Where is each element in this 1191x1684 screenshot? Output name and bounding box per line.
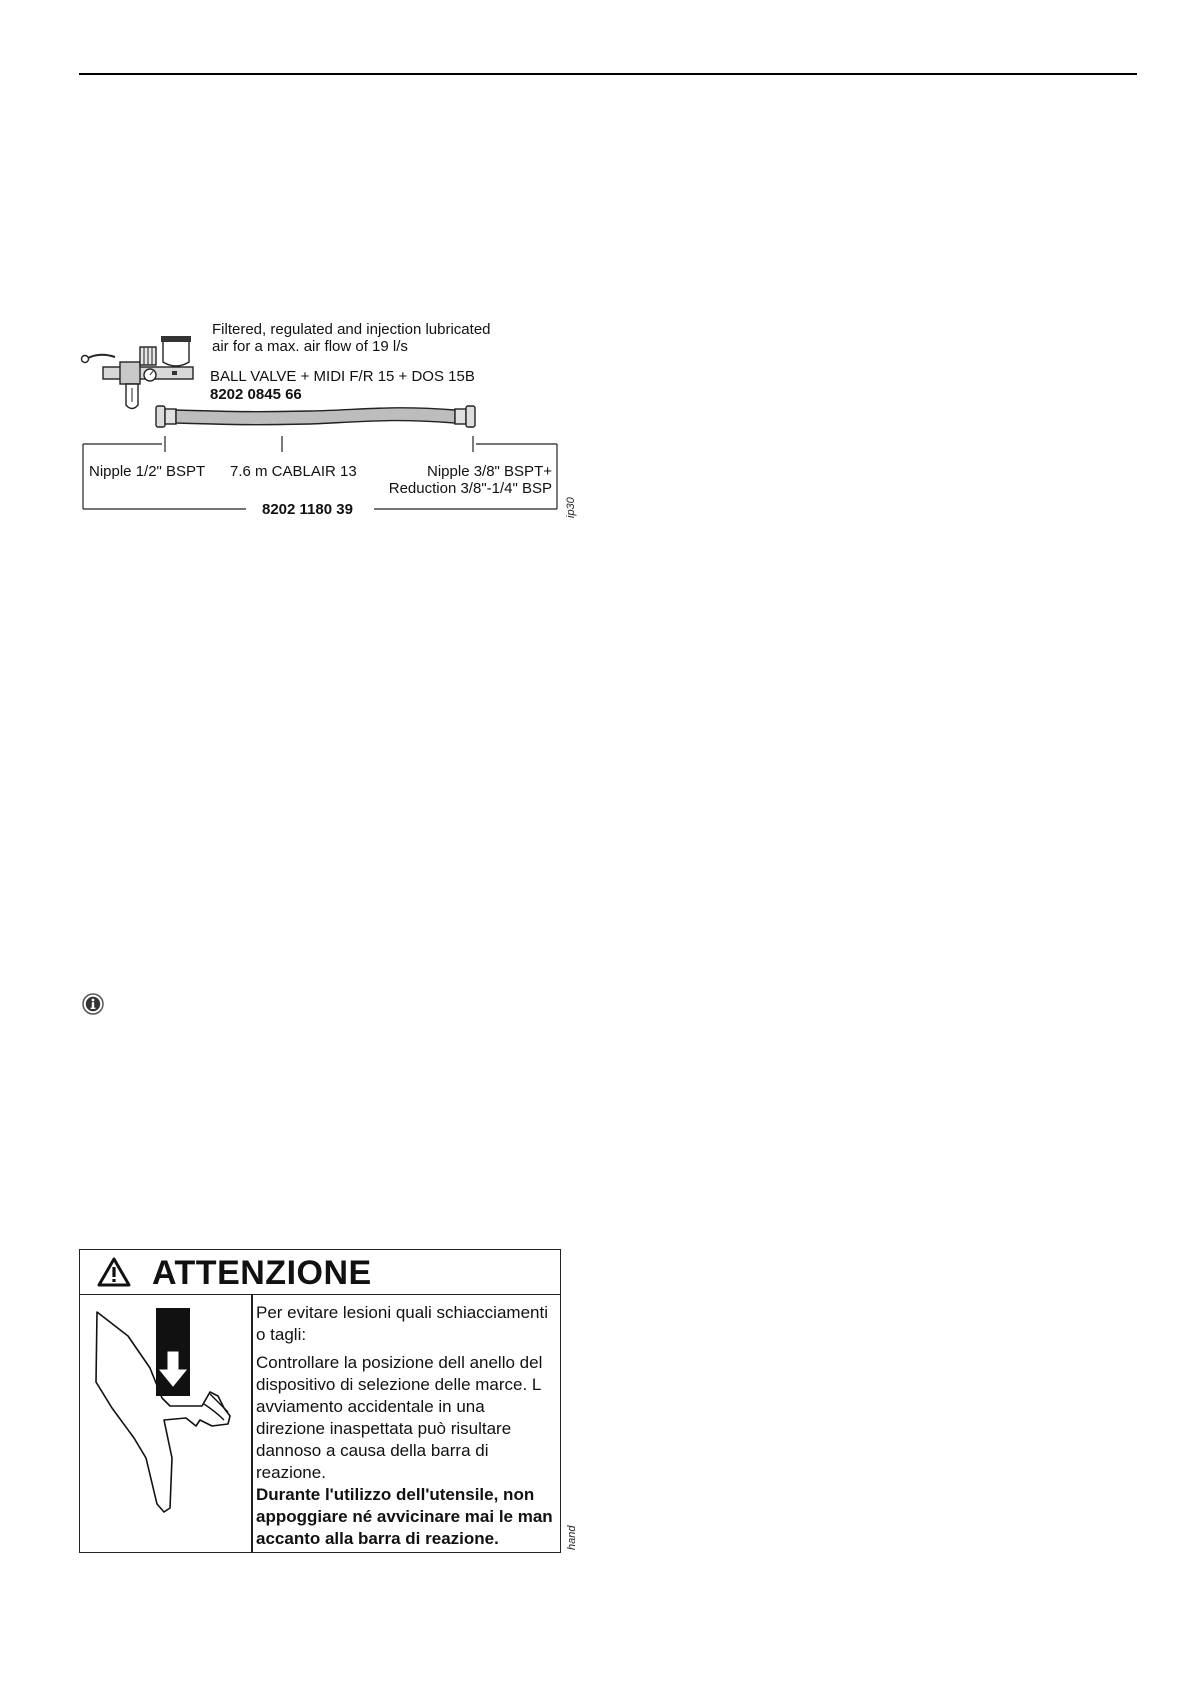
- kit-name: BALL VALVE + MIDI F/R 15 + DOS 15B: [210, 368, 475, 385]
- kit-number: 8202 0845 66: [210, 386, 302, 403]
- figure-code-ip30: ip30: [565, 497, 577, 518]
- figure-code-hand: hand: [566, 1525, 578, 1550]
- nipple-left-label: Nipple 1/2" BSPT: [89, 463, 206, 480]
- warning-title: ATTENZIONE: [152, 1254, 372, 1292]
- warning-divider: [251, 1295, 253, 1552]
- air-supply-note-line2: air for a max. air flow of 19 l/s: [212, 338, 408, 355]
- hand-pinch-icon: [92, 1308, 242, 1548]
- air-supply-note: [212, 321, 491, 355]
- nipple-right-line2: Reduction 3/8"-1/4" BSP: [388, 480, 552, 497]
- hose-kit-number: 8202 1180 39: [262, 501, 353, 518]
- air-supply-figure: [0, 0, 600, 530]
- info-icon: [82, 993, 104, 1015]
- warning-text: [256, 1302, 556, 1550]
- hose-label: 7.6 m CABLAIR 13: [230, 463, 357, 480]
- warning-header: [80, 1250, 560, 1295]
- nipple-right-label: [374, 463, 552, 497]
- warning-paragraph-3: Durante l'utilizzo dell'utensile, non appoggiare né avvicinare mai le man accanto alla barra di reazione.: [256, 1485, 553, 1548]
- warning-label: [79, 1249, 561, 1553]
- warning-triangle-icon: [96, 1256, 132, 1288]
- nipple-right-line1: Nipple 3/8" BSPT+: [427, 463, 552, 480]
- warning-paragraph-1: Per evitare lesioni quali schiacciamenti o tagli:: [256, 1303, 548, 1344]
- warning-paragraph-2: Controllare la posizione dell anello del dispositivo di selezione delle marce. L avviamento accidentale in una direzione inaspettata può risultare dannoso a causa della barra di reazione.: [256, 1353, 543, 1482]
- frl-unit-drawing: [0, 0, 600, 530]
- air-supply-note-line1: Filtered, regulated and injection lubricated: [212, 321, 491, 338]
